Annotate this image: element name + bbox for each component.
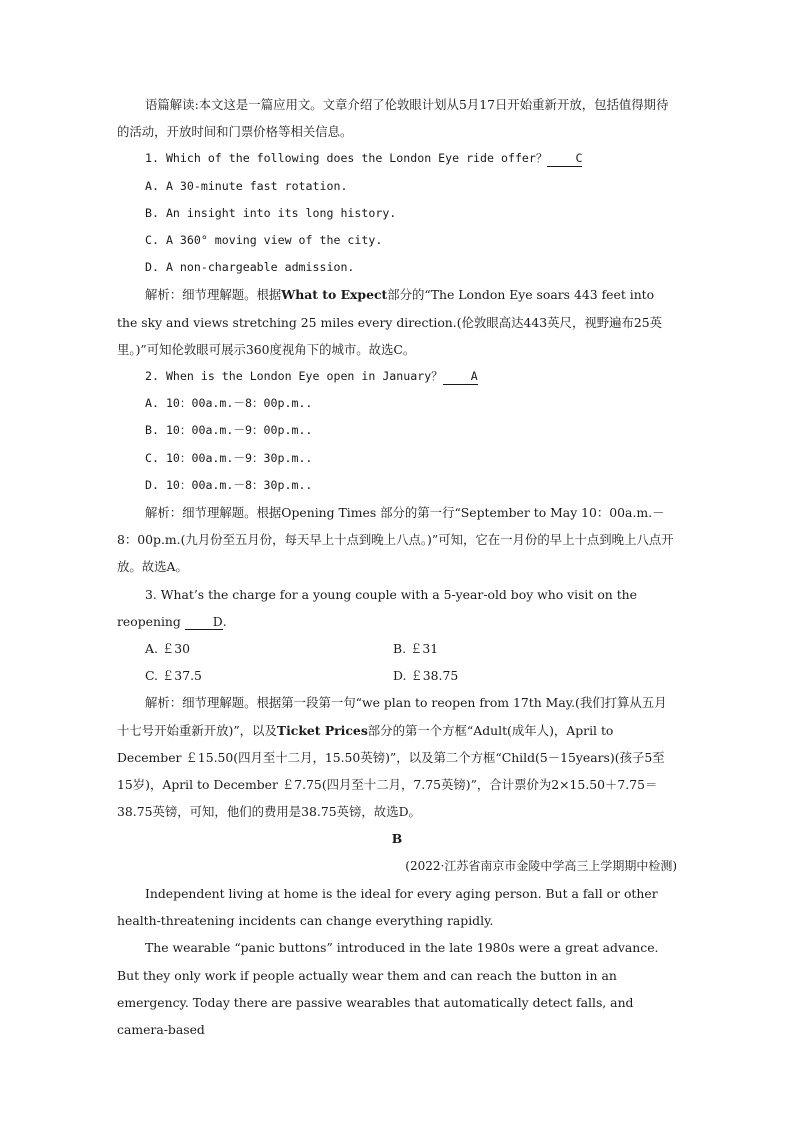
section-reference-what-to-expect: What to Expect xyxy=(281,287,388,303)
section-letter: B xyxy=(391,831,403,847)
question-3-explanation: 解析：细节理解题。根据第一段第一句“we plan to reopen from 17th May.(我们打算从五月十七号开始重新开放)”，以及Ticket Prices部分的第一个方框“Adult(成年人)，April to December ￡15.50(四月至十二月，15.50英镑)”，以及第二个方框“Child(5－15years)(孩子5至15岁)，April to December ￡7.75(四月至十二月，7.75英镑)”，合计票价为2×15.50＋7.75＝38.75英镑，可知，他们的费用是38.75英镑，故选D。 xyxy=(117,695,667,820)
question-3-option-a: A. ￡30 xyxy=(145,641,190,657)
question-3-options-row-2 xyxy=(117,662,677,689)
analysis-label: 语篇解读 xyxy=(145,97,195,112)
question-2-answer: A xyxy=(443,369,478,385)
question-1-explanation: 解析：细节理解题。根据What to Expect部分的“The London Eye soars 443 feet into the sky and views stretching 25 miles every direction.(伦敦眼高达443英尺，视野遍布25英里。)”可知伦敦眼可展示360度视角下的城市。故选C。 xyxy=(117,287,663,357)
question-1-option-b: B. An insight into its long history. xyxy=(145,205,397,220)
question-2-option-d: D. 10：00a.m.－8：30p.m.. xyxy=(145,477,313,492)
question-1-option-d: D. A non-chargeable admission. xyxy=(145,260,355,275)
question-3-option-c: C. ￡37.5 xyxy=(145,668,202,684)
question-2-option-c: C. 10：00a.m.－9：30p.m.. xyxy=(145,450,313,465)
question-1-answer: C xyxy=(547,151,582,167)
section-source: (2022·江苏省南京市金陵中学高三上学期期中检测) xyxy=(405,858,677,873)
document-content xyxy=(117,91,677,1043)
question-1-stem: 1. Which of the following does the London Eye ride offer？ C xyxy=(145,151,583,166)
question-1-option-a: A. A 30-minute fast rotation. xyxy=(145,178,348,193)
question-2-stem: 2. When is the London Eye open in January？ A xyxy=(145,369,478,384)
question-3-option-d: D. ￡38.75 xyxy=(393,668,459,684)
passage-paragraph-1: Independent living at home is the ideal for every aging person. But a fall or other health-threatening incidents can change everything rapidly. xyxy=(117,885,658,929)
passage-paragraph-2: The wearable “panic buttons” introduced in the late 1980s were a great advance. But they only work if people actually wear them and can reach the button in an emergency. Today there are passive wearables that automatically detect falls, and camera-based xyxy=(117,940,659,1037)
question-2-option-b: B. 10：00a.m.－9：00p.m.. xyxy=(145,423,313,438)
question-3-stem: 3. What’s the charge for a young couple with a 5-year-old boy who visit on the reopening D. xyxy=(117,586,637,629)
question-3-options-row-1 xyxy=(117,635,677,662)
question-3-answer: D xyxy=(185,614,223,630)
passage-analysis: 语篇解读:本文这是一篇应用文。文章介绍了伦敦眼计划从5月17日开始重新开放，包括值得期待的活动，开放时间和门票价格等相关信息。 xyxy=(117,97,669,140)
question-2-explanation: 解析：细节理解题。根据Opening Times 部分的第一行“September to May 10：00a.m.－8：00p.m.(九月份至五月份，每天早上十点到晚上八点。)”可知，它在一月份的早上十点到晚上八点开放。故选A。 xyxy=(117,505,674,575)
analysis-text: 本文这是一篇应用文。文章介绍了伦敦眼计划从5月17日开始重新开放，包括值得期待的活动，开放时间和门票价格等相关信息。 xyxy=(117,97,669,140)
question-3-option-b: B. ￡31 xyxy=(393,641,439,657)
question-2-option-a: A. 10：00a.m.－8：00p.m.. xyxy=(145,396,313,411)
question-1-option-c: C. A 360° moving view of the city. xyxy=(145,233,383,248)
section-reference-ticket-prices: Ticket Prices xyxy=(276,722,368,738)
